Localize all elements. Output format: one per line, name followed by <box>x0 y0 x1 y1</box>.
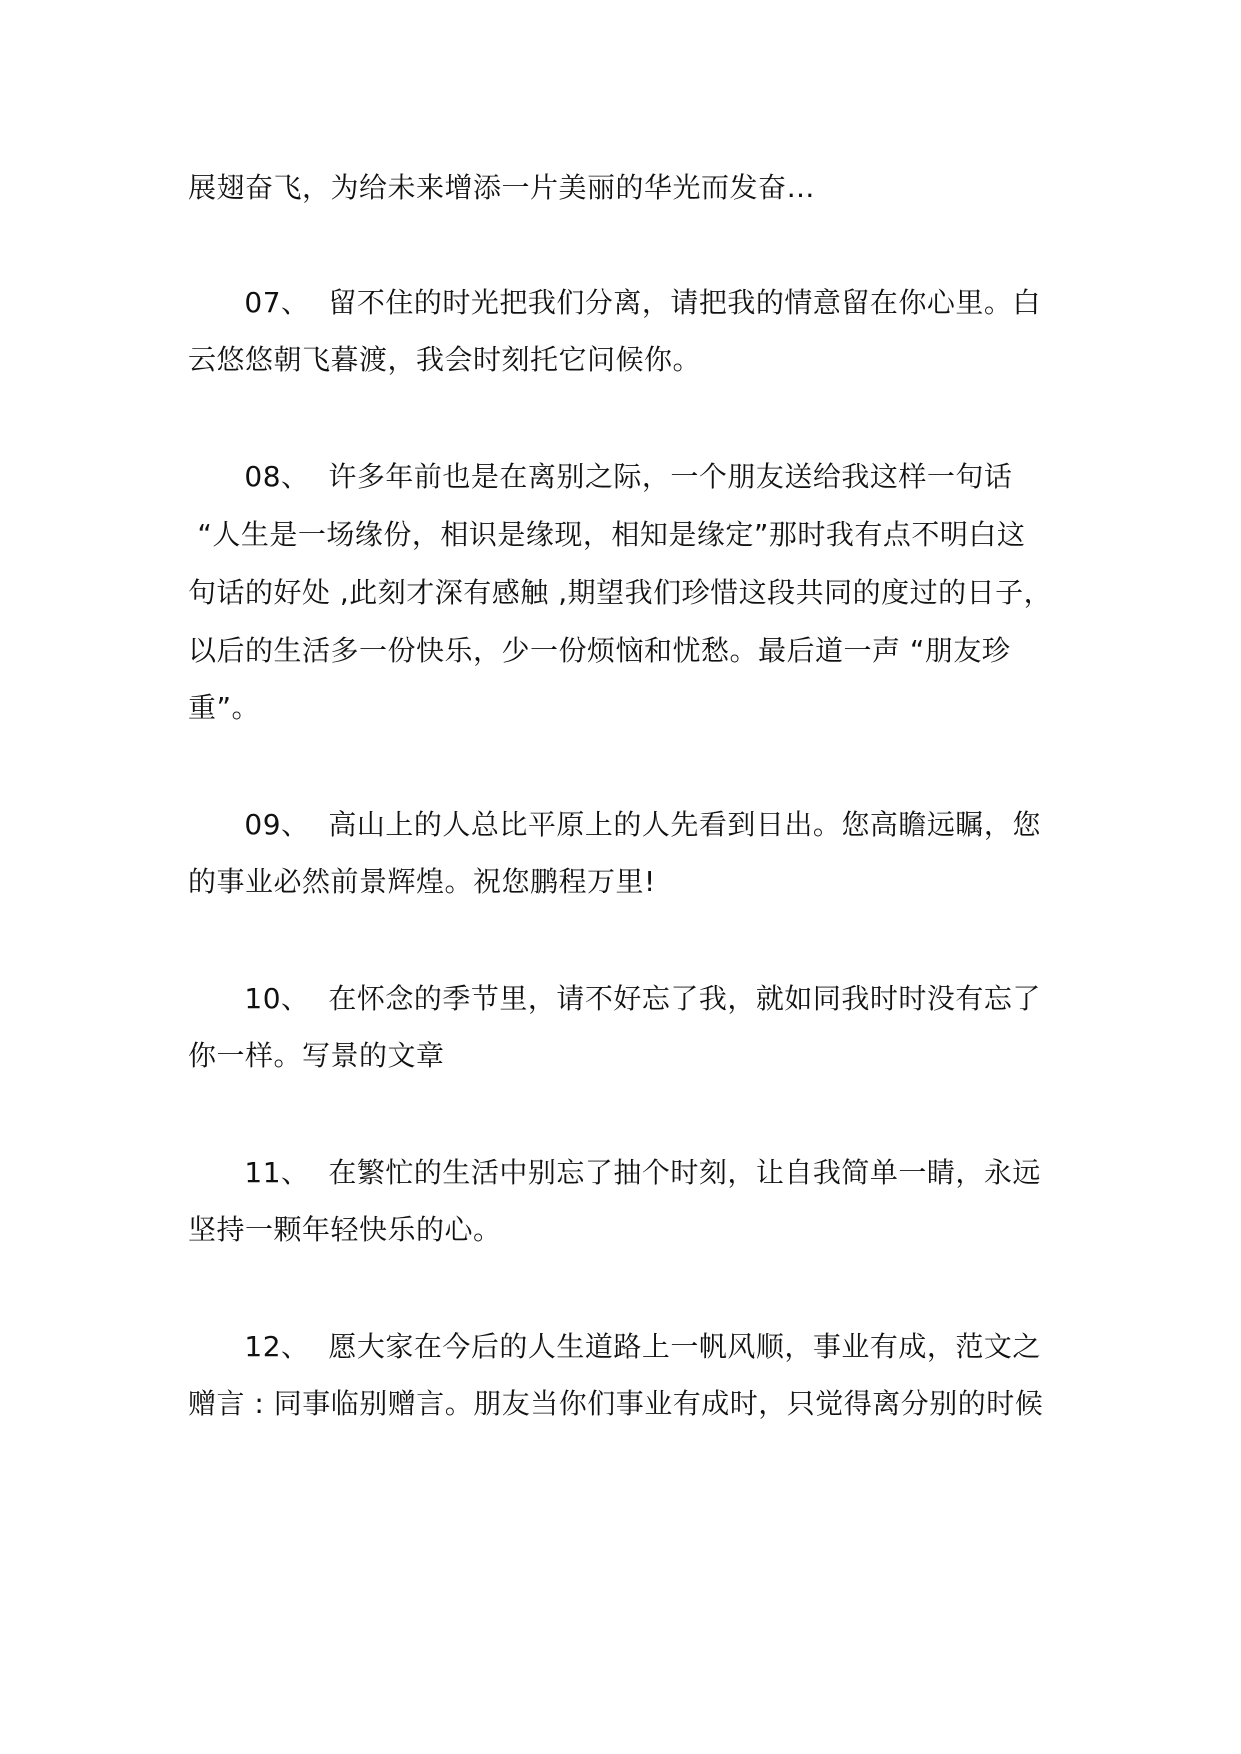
text-line: 以后的生活多一份快乐，少一份烦恼和忧愁。最后道一声 “朋友珍 <box>188 634 1011 667</box>
text-line: 07、 留不住的时光把我们分离，请把我的情意留在你心里。白 <box>188 286 1041 319</box>
text-line: 展翅奋飞，为给未来增添一片美丽的华光而发奋… <box>188 171 816 204</box>
text-line: 12、 愿大家在今后的人生道路上一帆风顺，事业有成，范文之 <box>188 1330 1041 1363</box>
text-line: 赠言 : 同事临别赠言。朋友当你们事业有成时，只觉得离分别的时候 <box>188 1387 1044 1420</box>
text-line: 09、 高山上的人总比平原上的人先看到日出。您高瞻远瞩，您 <box>188 808 1041 841</box>
text-line: 句话的好处 ,此刻才深有感触 ,期望我们珍惜这段共同的度过的日子， <box>188 576 1053 609</box>
text-line: 坚持一颗年轻快乐的心。 <box>188 1213 502 1246</box>
text-line: 云悠悠朝飞暮渡，我会时刻托它问候你。 <box>188 343 702 376</box>
text-line: 10、 在怀念的季节里，请不好忘了我，就如同我时时没有忘了 <box>188 982 1041 1015</box>
text-line: 重”。 <box>188 691 261 724</box>
text-line: 的事业必然前景辉煌。祝您鹏程万里! <box>188 865 656 898</box>
text-line: “人生是一场缘份，相识是缘现，相知是缘定”那时我有点不明白这 <box>188 518 1026 551</box>
text-line: 11、 在繁忙的生活中别忘了抽个时刻，让自我简单一睛，永远 <box>188 1156 1041 1189</box>
text-line: 08、 许多年前也是在离别之际，一个朋友送给我这样一句话 <box>188 460 1013 493</box>
text-line: 你一样。写景的文章 <box>188 1039 445 1072</box>
